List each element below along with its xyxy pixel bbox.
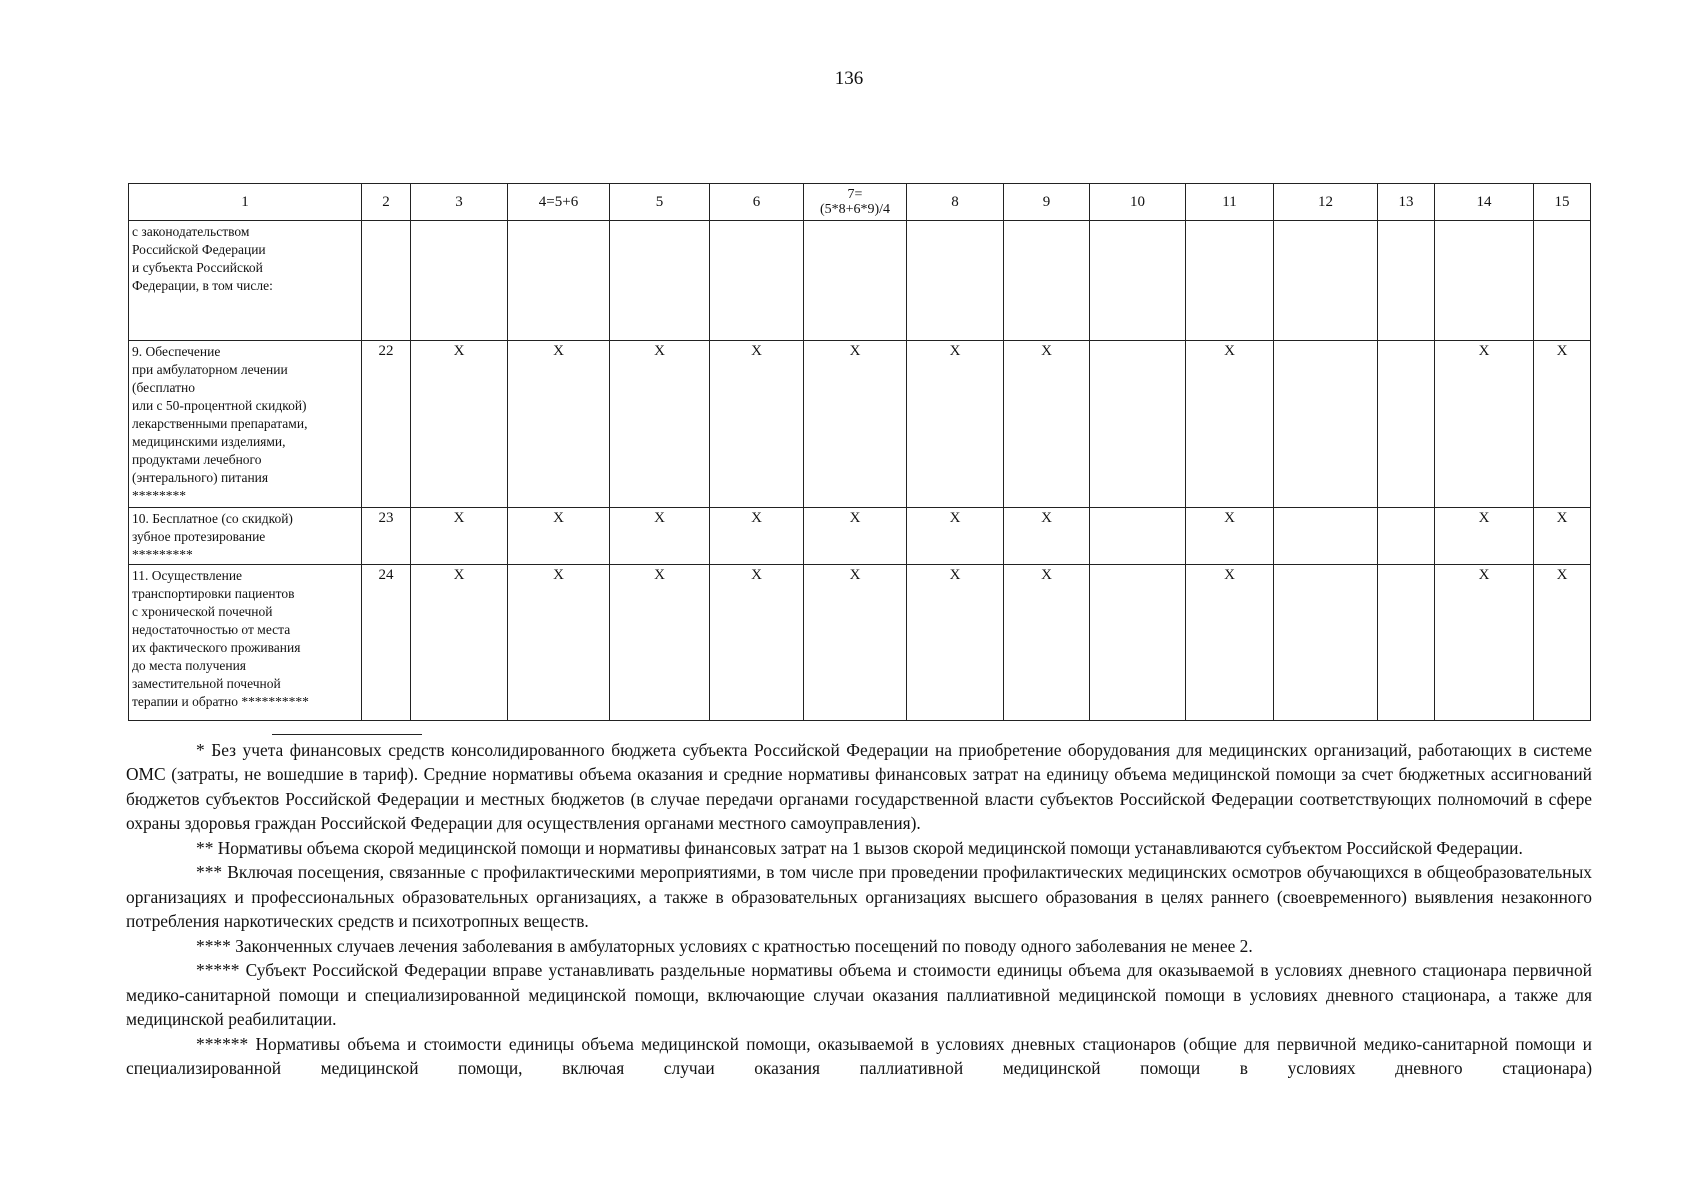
table-cell: X (907, 508, 1004, 565)
table-cell: X (1435, 508, 1534, 565)
header-cell: 13 (1378, 184, 1435, 221)
table-cell: X (1186, 508, 1274, 565)
row-label-line: 10. Бесплатное (со скидкой) (132, 511, 293, 526)
row-label-line: ******** (132, 488, 186, 503)
table-cell: X (411, 508, 508, 565)
row-number-cell: 24 (362, 565, 411, 721)
row-number-cell (362, 221, 411, 341)
table-cell (1378, 221, 1435, 341)
footnote-divider (272, 734, 422, 735)
footnotes (126, 738, 1592, 1081)
row-label-line: транспортировки пациентов (132, 586, 295, 601)
row-label-line: с законодательством (132, 224, 250, 239)
table-cell: X (1186, 341, 1274, 508)
row-label-line: или с 50-процентной скидкой) (132, 398, 307, 413)
table-row (129, 341, 1591, 508)
row-label-line: продуктами лечебного (132, 452, 262, 467)
header-cell: 6 (710, 184, 804, 221)
table-cell: X (907, 565, 1004, 721)
row-number-cell: 23 (362, 508, 411, 565)
table-cell: X (411, 565, 508, 721)
table-cell: X (610, 341, 710, 508)
table-cell: X (1534, 565, 1591, 721)
table-cell (1090, 508, 1186, 565)
table-header-row (129, 184, 1591, 221)
header-cell: 14 (1435, 184, 1534, 221)
footnote: ***** Субъект Российской Федерации вправе устанавливать раздельные нормативы объема и стоимости единицы объема для оказываемой в условиях дневного стационара первичной медико-санитарной помощи и специализированной медицинской помощи, включающие случаи оказания паллиативной медицинской помощи в условиях дневного стационара, а также для медицинской реабилитации. (126, 960, 1592, 1030)
row-label-line: недостаточностью от места (132, 622, 291, 637)
table-cell (1090, 221, 1186, 341)
page-number: 136 (834, 68, 864, 89)
table-body (129, 184, 1591, 721)
header-cell: 12 (1274, 184, 1378, 221)
table-cell (1274, 565, 1378, 721)
row-label-line: и субъекта Российской (132, 260, 263, 275)
footnote: *** Включая посещения, связанные с профилактическими мероприятиями, в том числе при проведении профилактических медицинских осмотров обучающихся в общеобразовательных организациях и профессиональных образовательных организациях, а также в образовательных организациях высшего образования в целях раннего (своевременного) выявления незаконного потребления наркотических средств и психотропных веществ. (126, 862, 1592, 932)
table-cell (610, 221, 710, 341)
header-cell: 1 (129, 184, 362, 221)
table-row (129, 565, 1591, 721)
table-cell: X (1534, 341, 1591, 508)
footnote: **** Законченных случаев лечения заболевания в амбулаторных условиях с кратностью посещений по поводу одного заболевания не менее 2. (196, 935, 1253, 956)
table-cell (1090, 565, 1186, 721)
table-cell (1274, 341, 1378, 508)
row-label (129, 341, 362, 508)
header-cell: 9 (1004, 184, 1090, 221)
table-cell (1378, 565, 1435, 721)
table-cell (1378, 508, 1435, 565)
row-label-line: (бесплатно (132, 380, 195, 395)
table-cell (1378, 341, 1435, 508)
table-cell: X (411, 341, 508, 508)
table-cell: X (610, 565, 710, 721)
table-cell: X (804, 341, 907, 508)
table-cell (1186, 221, 1274, 341)
table-cell (1090, 341, 1186, 508)
table-cell: X (804, 508, 907, 565)
row-label-line: их фактического проживания (132, 640, 301, 655)
row-label-line: при амбулаторном лечении (132, 362, 288, 377)
table-cell: X (804, 565, 907, 721)
table-cell (411, 221, 508, 341)
row-label-line: медицинскими изделиями, (132, 434, 286, 449)
table-cell: X (1004, 508, 1090, 565)
table-cell: X (508, 508, 610, 565)
table-cell: X (710, 565, 804, 721)
table-cell: X (1004, 565, 1090, 721)
table-cell: X (1435, 341, 1534, 508)
table-cell (1274, 508, 1378, 565)
data-table (128, 183, 1591, 721)
row-label-line: до места получения (132, 658, 247, 673)
table-cell: X (907, 341, 1004, 508)
header-cell: 10 (1090, 184, 1186, 221)
row-label-line: лекарственными препаратами, (132, 416, 308, 431)
table-cell (1534, 221, 1591, 341)
footnote: * Без учета финансовых средств консолидированного бюджета субъекта Российской Федерации на приобретение оборудования для медицинских организаций, работающих в системе ОМС (затраты, не вошедшие в тариф). Средние нормативы объема оказания и средние нормативы финансовых затрат на единицу объема медицинской помощи за счет бюджетных ассигнований бюджетов субъектов Российской Федерации и местных бюджетов (в случае передачи органами государственной власти субъектов Российской Федерации соответствующих полномочий в сфере охраны здоровья граждан Российской Федерации для осуществления органами местного самоуправления). (126, 740, 1592, 834)
header-cell: 15 (1534, 184, 1591, 221)
table-cell (508, 221, 610, 341)
table-cell: X (1435, 565, 1534, 721)
table-cell (1274, 221, 1378, 341)
row-label-line: заместительной почечной (132, 676, 281, 691)
table-cell (907, 221, 1004, 341)
table-cell (804, 221, 907, 341)
header-cell: 5 (610, 184, 710, 221)
row-label-line: терапии и обратно ********** (132, 694, 309, 709)
header-cell: 3 (411, 184, 508, 221)
header-cell: 8 (907, 184, 1004, 221)
header-cell: 11 (1186, 184, 1274, 221)
row-label-line: Российской Федерации (132, 242, 266, 257)
row-label-line: Федерации, в том числе: (132, 278, 273, 293)
table-cell: X (710, 341, 804, 508)
table-row (129, 221, 1591, 341)
table-row (129, 508, 1591, 565)
table-cell (710, 221, 804, 341)
row-label (129, 221, 362, 341)
row-number-cell: 22 (362, 341, 411, 508)
footnote: ** Нормативы объема скорой медицинской помощи и нормативы финансовых затрат на 1 вызов скорой медицинской помощи устанавливаются субъектом Российской Федерации. (196, 837, 1523, 858)
row-label-line: зубное протезирование (132, 529, 266, 544)
header-cell: 7= (5*8+6*9)/4 (804, 184, 907, 221)
table-cell (1004, 221, 1090, 341)
table-cell: X (1186, 565, 1274, 721)
table-cell (1435, 221, 1534, 341)
table-cell: X (610, 508, 710, 565)
header-cell: 4=5+6 (508, 184, 610, 221)
table-cell: X (508, 565, 610, 721)
row-label-line: 11. Осуществление (132, 568, 243, 583)
header-cell: 2 (362, 184, 411, 221)
footnote: ****** Нормативы объема и стоимости единицы объема медицинской помощи, оказываемой в условиях дневных стационаров (общие для первичной медико-санитарной помощи и специализированной медицинской помощи, включая случаи оказания паллиативной медицинской помощи в условиях дневного стационара) (126, 1033, 1592, 1079)
table-cell: X (508, 341, 610, 508)
row-label-line: ********* (132, 547, 193, 562)
table-cell: X (1004, 341, 1090, 508)
row-label (129, 508, 362, 565)
table-cell: X (1534, 508, 1591, 565)
row-label-line: с хронической почечной (132, 604, 273, 619)
row-label-line: 9. Обеспечение (132, 344, 221, 359)
table-cell: X (710, 508, 804, 565)
row-label (129, 565, 362, 721)
row-label-line: (энтерального) питания (132, 470, 269, 485)
